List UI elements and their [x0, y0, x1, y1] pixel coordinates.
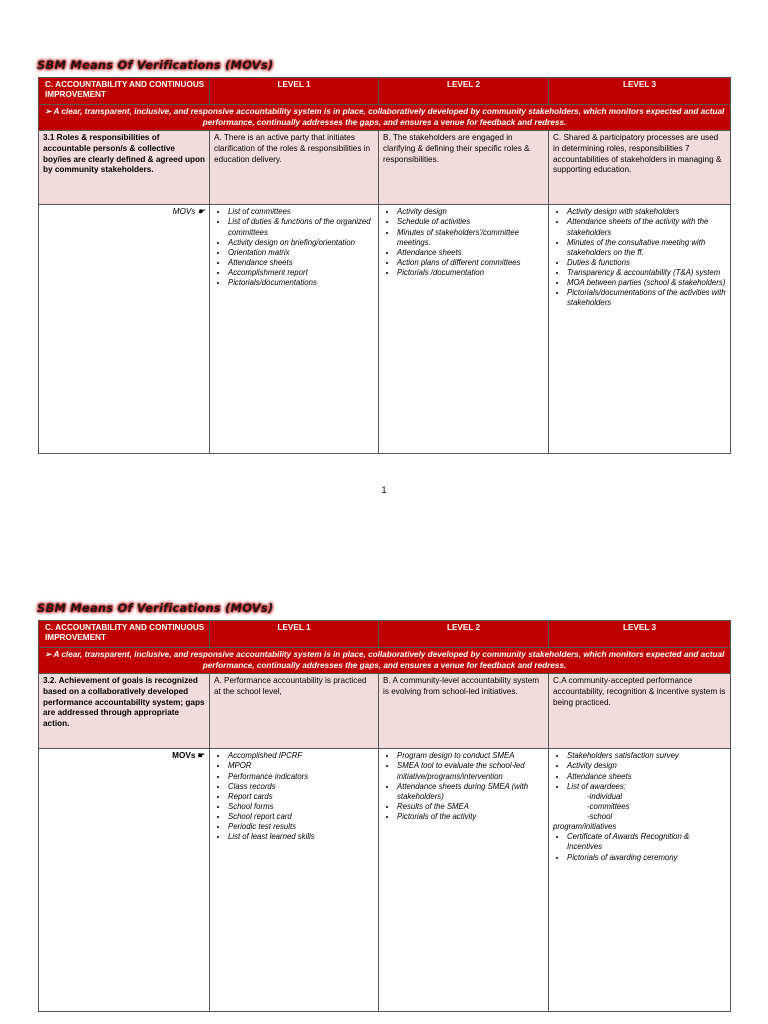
page-title: SBM Means Of Verifications (MOVs) [37, 601, 274, 615]
list-item: • Results of the SMEA [397, 802, 544, 812]
list-item: • School report card [228, 812, 374, 822]
level-1-header: LEVEL 1 [210, 621, 379, 648]
mov-table-2 [38, 620, 731, 1012]
principle-banner: ➢ A clear, transparent, inclusive, and responsive accountability system is in place, collaboratively developed by community stakeholders, which monitors expected and actual performance, continually addresses the gaps, and ensures a venue for feedback and redress. [39, 648, 731, 674]
list-item: • Attendance sheets [228, 258, 374, 268]
level-3-movs [549, 205, 731, 454]
principle-header: C. ACCOUNTABILITY AND CONTINUOUS IMPROVEMENT [39, 621, 210, 648]
list-item: • Attendance sheets [567, 772, 726, 782]
list-item: • Activity design on briefing/orientation [228, 238, 374, 248]
list-item: • Attendance sheets [397, 248, 544, 258]
list-item: • Schedule of activities [397, 217, 544, 227]
list-item: • Accomplishment report [228, 268, 374, 278]
list-item: • List of duties & functions of the organized committees [228, 217, 374, 237]
level-2-header: LEVEL 2 [379, 621, 549, 648]
list-item: • Pictorials /documentation [397, 268, 544, 278]
list-item: • Certificate of Awards Recognition & Incentives [567, 832, 726, 852]
movs-label: MOVs ☛ [39, 749, 210, 1012]
page-number: 1 [381, 485, 387, 495]
level-1-movs [210, 205, 379, 454]
list-item: • Program design to conduct SMEA [397, 751, 544, 761]
list-item: • Orientation matrix [228, 248, 374, 258]
list-item: • Attendance sheets during SMEA (with stakeholders) [397, 782, 544, 802]
list-item: • SMEA tool to evaluate the school-led initiative/programs/intervention [397, 761, 544, 781]
movs-label: MOVs ☛ [39, 205, 210, 454]
list-item: • Activity design [397, 207, 544, 217]
level-1-description: A. Performance accountability is practiced at the school level, [210, 674, 379, 749]
level-3-description: C. Shared & participatory processes are used in determining roles, responsibilities 7 accountabilities of stakeholders in managing & supporting education. [549, 131, 731, 205]
list-item: • Pictorials/documentations [228, 278, 374, 288]
list-item: • Accomplished IPCRF [228, 751, 374, 761]
list-item: • Minutes of stakeholders'/committee meetings. [397, 228, 544, 248]
awardee-tail: program/initiatives [553, 822, 617, 832]
list-item: • Attendance sheets of the activity with the stakeholders [567, 217, 726, 237]
list-item: • Pictorials of the activity [397, 812, 544, 822]
list-item: • Pictorials/documentations of the activities with stakeholders [567, 288, 726, 308]
level-3-header: LEVEL 3 [549, 621, 731, 648]
page-title: SBM Means Of Verifications (MOVs) [37, 58, 274, 72]
awardee-item: -school [587, 812, 613, 822]
level-2-movs [379, 749, 549, 1012]
list-item: • Pictorials of awarding ceremony [567, 853, 726, 863]
level-2-description: B. A community-level accountability system is evolving from school-led initiatives. [379, 674, 549, 749]
level-3-description: C.A community-accepted performance accountability, recognition & incentive system is being practiced. [549, 674, 731, 749]
list-item: • MOA between parties (school & stakeholders) [567, 278, 726, 288]
level-2-movs [379, 205, 549, 454]
list-item: • MPOR [228, 761, 374, 771]
list-item: • Duties & functions [567, 258, 726, 268]
level-1-movs [210, 749, 379, 1012]
level-1-description: A. There is an active party that initiates clarification of the roles & responsibilities in education delivery. [210, 131, 379, 205]
principle-banner: ➢ A clear, transparent, inclusive, and responsive accountability system is in place, collaboratively developed by community stakeholders, which monitors expected and actual performance, continually addresses the gaps, and ensures a venue for feedback and redress. [39, 105, 731, 131]
list-item: • Minutes of the consultative meeting with stakeholders on the ff. [567, 238, 726, 258]
list-item: • List of committees [228, 207, 374, 217]
list-item: • Class records [228, 782, 374, 792]
level-2-description: B. The stakeholders are engaged in clarifying & defining their specific roles & responsibilities. [379, 131, 549, 205]
level-2-header: LEVEL 2 [379, 78, 549, 105]
list-item: • Transparency & accountability (T&A) system [567, 268, 726, 278]
awardee-item: -individual [587, 791, 623, 801]
list-item: • Activity design [567, 761, 726, 771]
mov-table-1 [38, 77, 731, 454]
level-3-movs [549, 749, 731, 1012]
awardee-item: -committees [587, 801, 630, 811]
list-item: • School forms [228, 802, 374, 812]
list-item: • Activity design with stakeholders [567, 207, 726, 217]
list-item: • Report cards [228, 792, 374, 802]
list-item: • Performance indicators [228, 772, 374, 782]
level-3-header: LEVEL 3 [549, 78, 731, 105]
list-item: • List of least learned skills [228, 832, 374, 842]
list-item: • Periodic test results [228, 822, 374, 832]
list-item: • Stakeholders satisfaction survey [567, 751, 726, 761]
list-item: • List of awardees: [567, 782, 726, 792]
indicator-criterion: 3.1 Roles & responsibilities of accountable person/s & collective boy/ies are clearly defined & agreed upon by community stakeholders. [39, 131, 210, 205]
indicator-criterion: 3.2. Achievement of goals is recognized based on a collaboratively developed performance accountability system; gaps are addressed through appropriate action. [39, 674, 210, 749]
principle-header: C. ACCOUNTABILITY AND CONTINUOUS IMPROVEMENT [39, 78, 210, 105]
list-item: • Action plans of different committees [397, 258, 544, 268]
level-1-header: LEVEL 1 [210, 78, 379, 105]
